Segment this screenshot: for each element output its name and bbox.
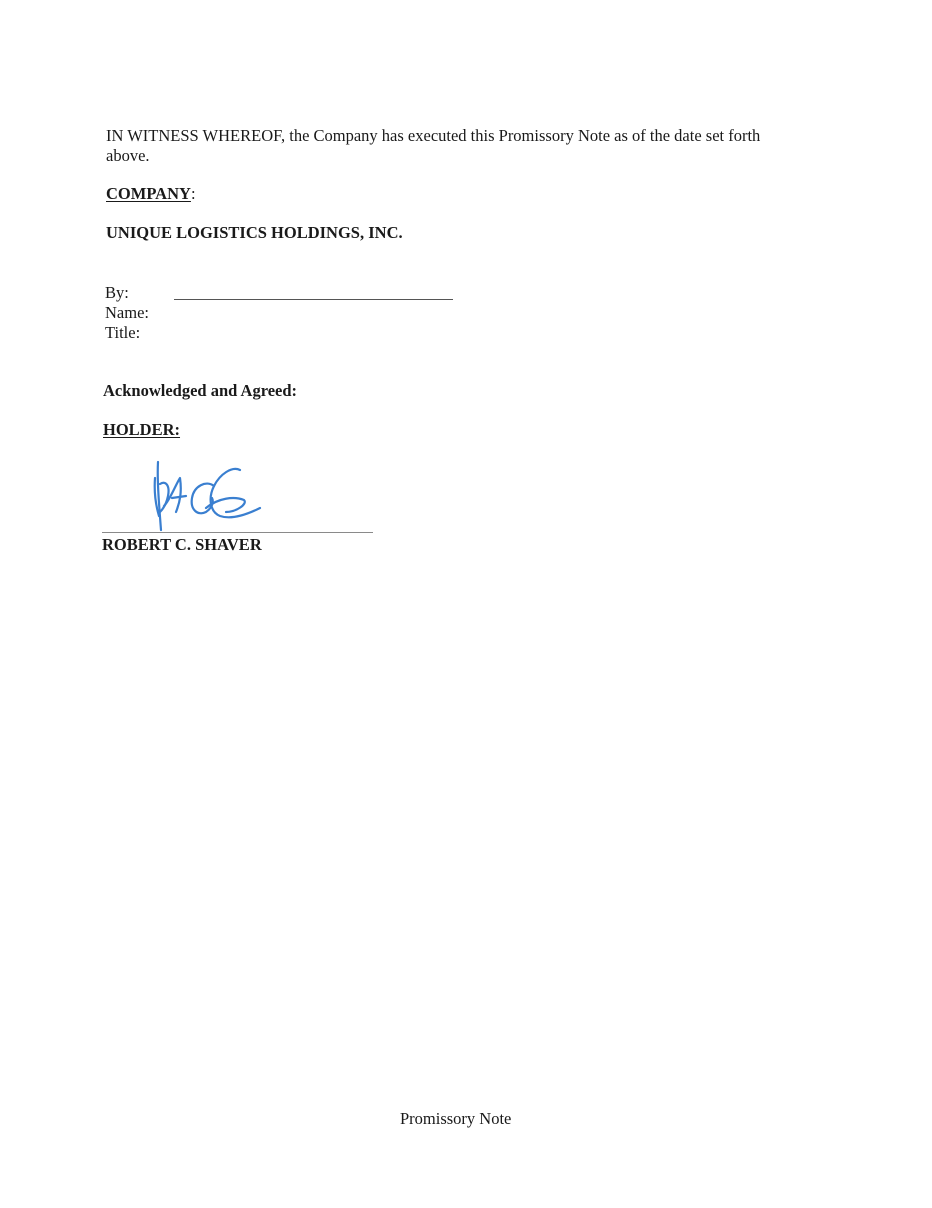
company-heading (106, 184, 196, 204)
company-signature-line (174, 299, 453, 300)
page-footer: Promissory Note (400, 1109, 512, 1128)
company-heading-colon: : (190, 184, 196, 203)
witness-paragraph-line-2: above. (106, 146, 150, 165)
holder-name: ROBERT C. SHAVER (102, 535, 262, 554)
name-label: Name: (105, 303, 149, 322)
company-name: UNIQUE LOGISTICS HOLDINGS, INC. (106, 223, 403, 242)
witness-paragraph-line-1: IN WITNESS WHEREOF, the Company has executed this Promissory Note as of the date set forth (106, 126, 761, 145)
by-label: By: (105, 283, 129, 302)
holder-signature (140, 456, 270, 534)
holder-heading: HOLDER: (103, 420, 181, 439)
company-heading-label: COMPANY (106, 184, 191, 203)
holder-signature-line (102, 532, 373, 533)
acknowledged-heading: Acknowledged and Agreed: (103, 381, 298, 400)
title-label: Title: (105, 323, 141, 342)
